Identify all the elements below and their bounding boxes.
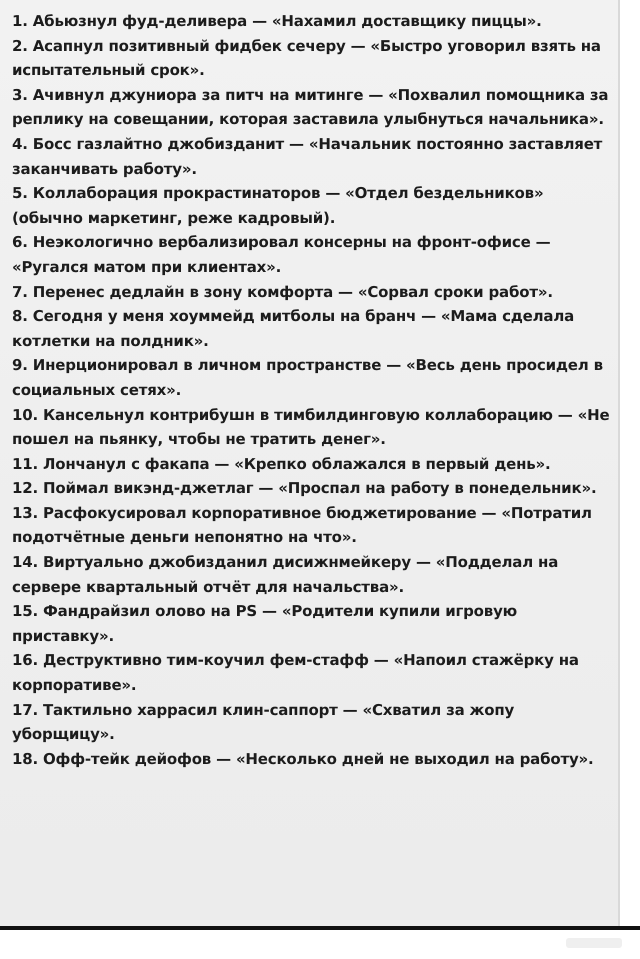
- list-item: 1. Абьюзнул фуд-деливера — «Нахамил доставщику пиццы».: [12, 12, 542, 30]
- list-item: 2. Асапнул позитивный фидбек сечеру — «Быстро уговорил взять на испытательный срок».: [12, 36, 601, 80]
- list-item: 14. Виртуально джобизданил дисижнмейкеру — «Подделал на сервере квартальный отчёт для начальства».: [12, 553, 559, 596]
- corner-smudge: [566, 938, 622, 948]
- list-item: 9. Инерционировал в личном пространстве — «Весь день просидел в социальных сетях».: [12, 356, 603, 399]
- list-item: 12. Поймал викэнд-джетлаг — «Проспал на работу в понедельник».: [12, 479, 597, 498]
- list-item: 5. Коллаборация прокрастинаторов — «Отдел бездельников» (обычно маркетинг, реже кадровый).: [12, 184, 544, 227]
- list-item: 15. Фандрайзил олово на PS — «Родители купили игровую приставку».: [12, 602, 518, 645]
- list-item: 10. Кансельнул контрибушн в тимбилдинговую коллаборацию — «Не пошел на пьянку, чтобы не тратить денег».: [12, 405, 610, 449]
- list-item: 11. Лончанул с факапа — «Крепко облажался в первый день».: [12, 454, 551, 473]
- bottom-divider: [0, 926, 640, 930]
- list-item: 8. Сегодня у меня хоуммейд митболы на бранч — «Мама сделала котлетки на полдник».: [12, 307, 575, 350]
- list-item: 7. Перенес дедлайн в зону комфорта — «Сорвал сроки работ».: [12, 282, 553, 301]
- list-item: 6. Неэкологично вербализировал консерны на фронт-офисе — «Ругался матом при клиентах».: [12, 233, 551, 276]
- list-item: 16. Деструктивно тим-коучил фем-стафф — «Напоил стажёрку на корпоративе».: [12, 651, 579, 695]
- list-item: 4. Босс газлайтно джобизданит — «Начальник постоянно заставляет заканчивать работу».: [12, 134, 603, 178]
- jargon-list: [12, 9, 612, 771]
- list-item: 18. Офф-тейк дейофов — «Несколько дней не выходил на работу».: [12, 749, 594, 768]
- list-item: 13. Расфокусировал корпоративное бюджетирование — «Потратил подотчётные деньги непонятно на что».: [12, 503, 592, 547]
- list-item: 3. Ачивнул джуниора за питч на митинге — «Похвалил помощника за реплику на совещании, которая заставила улыбнуться начальника».: [12, 85, 609, 129]
- list-item: 17. Тактильно харрасил клин-саппорт — «Схватил за жопу уборщицу».: [12, 700, 515, 744]
